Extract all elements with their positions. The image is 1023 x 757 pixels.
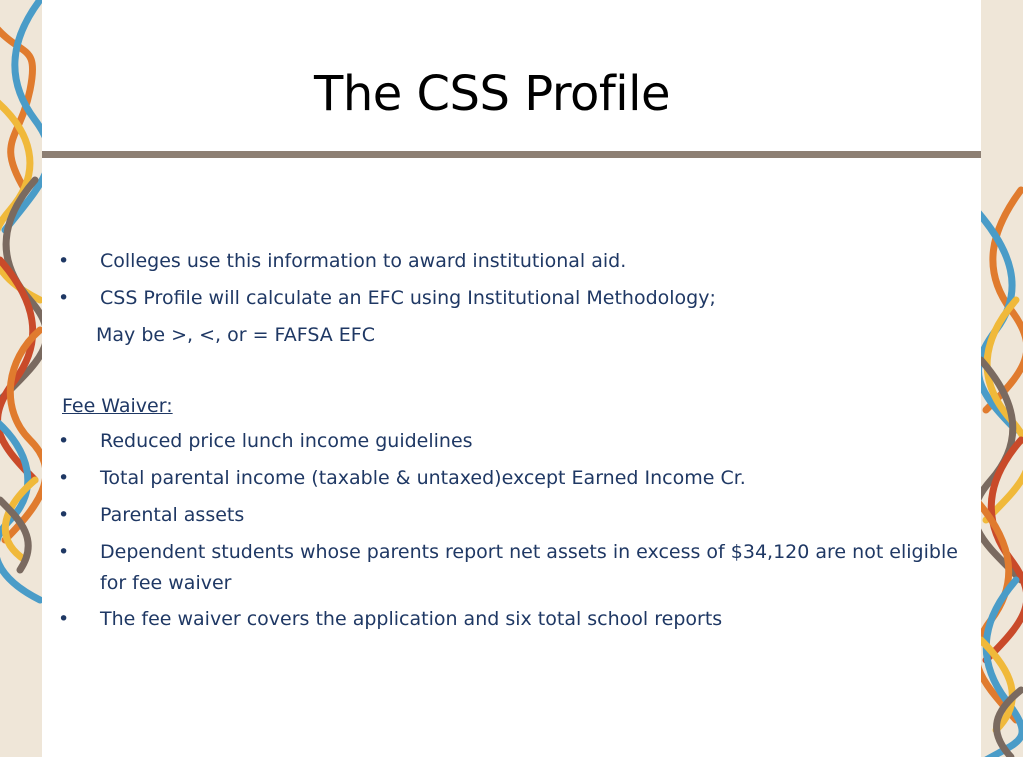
bullet-text: Colleges use this information to award institutional aid. [100,250,627,272]
bullet-marker: • [58,430,70,452]
bullet-text: Total parental income (taxable & untaxed)except Earned Income Cr. [100,467,746,489]
bullet-marker: • [58,541,70,563]
bullet-marker: • [58,608,70,630]
bullet-marker: • [58,467,70,489]
slide-title: The CSS Profile [314,66,670,122]
fee-waiver-heading: Fee Waiver: [62,395,173,417]
bullet-text: The fee waiver covers the application and six total school reports [100,608,723,630]
bullet-marker: • [58,287,70,309]
bullet-marker: • [58,250,70,272]
slide-canvas [42,0,981,757]
bullet-marker: • [58,504,70,526]
decorative-swirl-right [981,0,1023,757]
continuation-text: May be >, <, or = FAFSA EFC [96,324,375,346]
bullet-text: CSS Profile will calculate an EFC using Institutional Methodology; [100,287,716,309]
bullet-text: Reduced price lunch income guidelines [100,430,473,452]
title-divider [42,151,981,158]
decorative-swirl-left [0,0,42,757]
bullet-text: Parental assets [100,504,245,526]
bullet-text: Dependent students whose parents report net assets in excess of $34,120 are not eligible for fee waiver [100,541,958,594]
